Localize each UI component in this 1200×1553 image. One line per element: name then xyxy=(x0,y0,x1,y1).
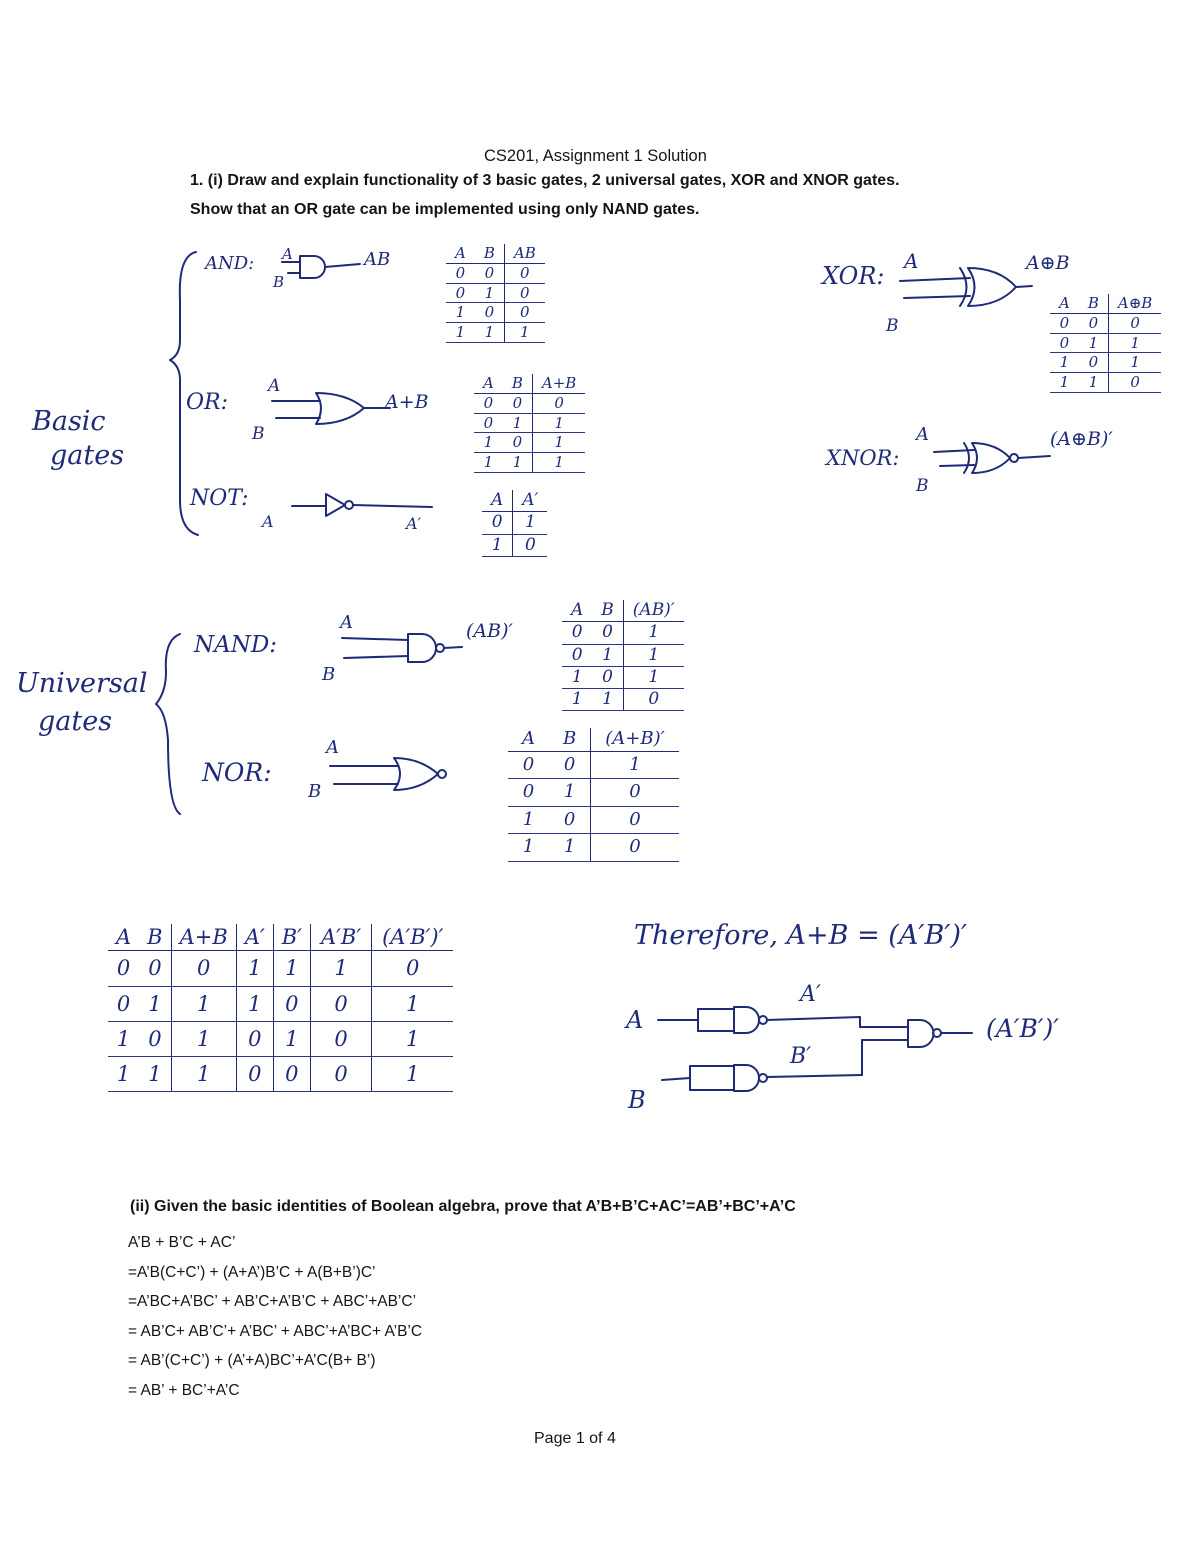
cell: 0 xyxy=(503,393,533,413)
cell: 0 xyxy=(446,263,475,283)
proof-header-or: A+B xyxy=(171,924,236,951)
cell: 1 xyxy=(474,433,503,453)
question-1-line-1: 1. (i) Draw and explain functionality of 3 basic gates, 2 universal gates, XOR and XNOR gates. xyxy=(190,172,900,189)
table-row xyxy=(562,622,684,644)
and-header-a: A xyxy=(446,244,475,263)
cell: 0 xyxy=(591,779,679,807)
cell: 0 xyxy=(591,806,679,834)
table-row xyxy=(1050,333,1161,353)
nor-header-a: A xyxy=(508,728,549,751)
cell: 1 xyxy=(139,986,171,1021)
cell: 0 xyxy=(171,951,236,986)
cell: 1 xyxy=(508,806,549,834)
cell: 1 xyxy=(372,1057,454,1092)
table-row xyxy=(474,393,585,413)
not-gate-name: NOT: xyxy=(190,486,249,511)
cell: 1 xyxy=(475,323,505,343)
cell: 1 xyxy=(236,951,273,986)
nand-header-out: (AB)′ xyxy=(623,600,683,622)
or-header-b: B xyxy=(503,374,533,393)
cell: 0 xyxy=(475,263,505,283)
nand-header-a: A xyxy=(562,600,592,622)
basic-gates-label-1: Basic xyxy=(32,406,106,437)
xor-truth-table xyxy=(1050,294,1161,393)
nand-truth-table xyxy=(562,600,684,711)
circuit-input-a: A xyxy=(626,1006,644,1034)
cell: 1 xyxy=(474,453,503,473)
proof-steps xyxy=(128,1228,422,1405)
or-header-out: A+B xyxy=(532,374,585,393)
circuit-mid-a: A′ xyxy=(800,982,821,1007)
xor-header-a: A xyxy=(1050,294,1079,313)
cell: 1 xyxy=(1108,333,1161,353)
cell: 1 xyxy=(592,689,623,711)
cell: 1 xyxy=(1050,353,1079,373)
nand-input-b: B xyxy=(322,664,336,685)
cell: 1 xyxy=(549,834,591,862)
cell: 1 xyxy=(446,303,475,323)
table-row xyxy=(508,751,679,779)
table-row xyxy=(562,689,684,711)
cell: 1 xyxy=(446,323,475,343)
cell: 0 xyxy=(549,751,591,779)
cell: 0 xyxy=(446,283,475,303)
nor-header-b: B xyxy=(549,728,591,751)
not-input-a: A xyxy=(262,512,274,531)
or-gate-symbol xyxy=(316,393,364,424)
cell: 1 xyxy=(1108,353,1161,373)
xor-header-out: A⊕B xyxy=(1108,294,1161,313)
nand-output: (AB)′ xyxy=(466,620,513,642)
cell: 1 xyxy=(591,751,679,779)
and-output: AB xyxy=(364,249,391,270)
xnor-gate-symbol xyxy=(972,443,1010,473)
cell: 0 xyxy=(474,393,503,413)
proof-header-and-not: A′B′ xyxy=(310,924,371,951)
proof-step: =A’B(C+C’) + (A+A’)B’C + A(B+B’)C’ xyxy=(128,1263,376,1281)
cell: 0 xyxy=(236,1021,273,1056)
nor-input-b: B xyxy=(308,781,322,802)
or-input-a: A xyxy=(268,376,281,396)
xor-gate-name: XOR: xyxy=(822,262,885,290)
page-number: Page 1 of 4 xyxy=(534,1430,616,1447)
nor-gate-symbol xyxy=(394,758,438,790)
cell: 1 xyxy=(1079,333,1109,353)
cell: 1 xyxy=(562,666,592,688)
cell: 0 xyxy=(504,303,544,323)
cell: 0 xyxy=(513,534,548,556)
and-header-b: B xyxy=(475,244,505,263)
cell: 0 xyxy=(482,512,513,534)
cell: 0 xyxy=(592,666,623,688)
question-1-line-2: Show that an OR gate can be implemented using only NAND gates. xyxy=(190,201,700,218)
not-header-out: A′ xyxy=(513,490,548,512)
cell: 0 xyxy=(475,303,505,323)
cell: 0 xyxy=(623,689,683,711)
nand-header-b: B xyxy=(592,600,623,622)
nand-final-gate-symbol xyxy=(908,1020,934,1047)
cell: 1 xyxy=(139,1057,171,1092)
or-output: A+B xyxy=(385,391,429,413)
cell: 1 xyxy=(623,666,683,688)
cell: 0 xyxy=(562,644,592,666)
proof-step: =A’BC+A’BC’ + AB’C+A’B’C + ABC’+AB’C’ xyxy=(128,1293,417,1310)
cell: 1 xyxy=(532,453,585,473)
proof-header-nand-not: (A′B′)′ xyxy=(372,924,454,951)
nor-truth-table xyxy=(508,728,679,862)
xnor-input-a: A xyxy=(916,424,929,445)
cell: 0 xyxy=(139,951,171,986)
cell: 1 xyxy=(532,413,585,433)
cell: 1 xyxy=(592,644,623,666)
cell: 0 xyxy=(108,986,139,1021)
table-row xyxy=(446,323,545,343)
cell: 1 xyxy=(549,779,591,807)
not-output: A′ xyxy=(406,514,422,533)
cell: 0 xyxy=(372,951,454,986)
cell: 0 xyxy=(532,393,585,413)
cell: 0 xyxy=(592,622,623,644)
cell: 1 xyxy=(108,1057,139,1092)
nor-input-a: A xyxy=(326,737,339,758)
table-row xyxy=(1050,313,1161,333)
cell: 1 xyxy=(503,453,533,473)
xnor-output: (A⊕B)′ xyxy=(1050,428,1113,450)
cell: 0 xyxy=(273,1057,310,1092)
nand-gate-name: NAND: xyxy=(194,632,278,658)
proof-header-b: B xyxy=(139,924,171,951)
nor-header-out: (A+B)′ xyxy=(591,728,679,751)
proof-step: = AB’C+ AB’C’+ A’BC’ + ABC’+A’BC+ A’B’C xyxy=(128,1322,423,1340)
cell: 1 xyxy=(513,512,548,534)
question-2-heading: (ii) Given the basic identities of Boolean algebra, prove that A’B+B’C+AC’=AB’+BC’+A’C xyxy=(130,1198,796,1215)
cell: 0 xyxy=(1079,353,1109,373)
table-row xyxy=(108,951,453,986)
therefore-statement: Therefore, A+B = (A′B′)′ xyxy=(634,920,968,951)
cell: 1 xyxy=(1050,373,1079,393)
not-truth-table xyxy=(482,490,547,557)
nand-a-gate-symbol xyxy=(734,1007,759,1033)
table-row xyxy=(446,283,545,303)
table-row xyxy=(108,986,453,1021)
not-gate-symbol xyxy=(326,494,345,516)
cell: 0 xyxy=(236,1057,273,1092)
proof-header-not-a: A′ xyxy=(236,924,273,951)
cell: 1 xyxy=(503,413,533,433)
cell: 0 xyxy=(562,622,592,644)
page-title: CS201, Assignment 1 Solution xyxy=(484,147,707,165)
proof-header-not-b: B′ xyxy=(273,924,310,951)
nand-input-a: A xyxy=(340,612,353,633)
table-row xyxy=(474,433,585,453)
cell: 1 xyxy=(532,433,585,453)
table-row xyxy=(508,834,679,862)
cell: 0 xyxy=(108,951,139,986)
not-header-a: A xyxy=(482,490,513,512)
table-row xyxy=(482,534,547,556)
table-row xyxy=(446,263,545,283)
table-row xyxy=(474,453,585,473)
cell: 1 xyxy=(623,622,683,644)
cell: 1 xyxy=(108,1021,139,1056)
table-row xyxy=(562,644,684,666)
table-row xyxy=(446,303,545,323)
cell: 1 xyxy=(273,951,310,986)
xor-input-a: A xyxy=(904,249,919,273)
and-input-a: A xyxy=(282,245,293,263)
cell: 0 xyxy=(1079,313,1109,333)
table-row xyxy=(482,512,547,534)
or-from-nand-truth-table xyxy=(108,924,453,1092)
and-input-b: B xyxy=(273,273,285,291)
cell: 0 xyxy=(508,779,549,807)
cell: 0 xyxy=(504,263,544,283)
table-row xyxy=(1050,373,1161,393)
cell: 0 xyxy=(504,283,544,303)
cell: 1 xyxy=(171,986,236,1021)
cell: 0 xyxy=(1050,313,1079,333)
cell: 0 xyxy=(139,1021,171,1056)
xor-header-b: B xyxy=(1079,294,1109,313)
table-row xyxy=(562,666,684,688)
cell: 1 xyxy=(504,323,544,343)
cell: 1 xyxy=(372,1021,454,1056)
xor-output: A⊕B xyxy=(1026,252,1070,274)
nand-gate-symbol xyxy=(408,634,436,662)
xor-input-b: B xyxy=(886,316,899,336)
circuit-mid-b: B′ xyxy=(790,1044,812,1069)
universal-gates-brace xyxy=(156,634,180,814)
cell: 0 xyxy=(310,986,371,1021)
proof-step: = AB’(C+C’) + (A’+A)BC’+A’C(B+ B’) xyxy=(128,1352,376,1369)
and-gate-name: AND: xyxy=(205,253,255,274)
and-gate-symbol xyxy=(300,256,325,278)
proof-step: = AB’ + BC’+A’C xyxy=(128,1381,240,1399)
xnor-input-b: B xyxy=(916,476,929,496)
proof-header-a: A xyxy=(108,924,139,951)
xnor-gate-name: XNOR: xyxy=(826,446,900,470)
cell: 1 xyxy=(372,986,454,1021)
nor-gate-name: NOR: xyxy=(202,758,272,787)
cell: 1 xyxy=(1079,373,1109,393)
table-row xyxy=(108,1021,453,1056)
cell: 1 xyxy=(562,689,592,711)
nand-b-gate-symbol xyxy=(734,1065,759,1091)
table-row xyxy=(1050,353,1161,373)
table-row xyxy=(474,413,585,433)
table-row xyxy=(108,1057,453,1092)
or-gate-name: OR: xyxy=(186,390,229,415)
circuit-output: (A′B′)′ xyxy=(986,1014,1059,1043)
cell: 0 xyxy=(1108,313,1161,333)
universal-gates-label-2: gates xyxy=(38,706,113,737)
cell: 1 xyxy=(475,283,505,303)
cell: 0 xyxy=(273,986,310,1021)
cell: 1 xyxy=(171,1057,236,1092)
cell: 1 xyxy=(236,986,273,1021)
or-input-b: B xyxy=(252,424,265,444)
cell: 0 xyxy=(310,1021,371,1056)
or-truth-table xyxy=(474,374,585,473)
cell: 1 xyxy=(508,834,549,862)
cell: 0 xyxy=(310,1057,371,1092)
cell: 0 xyxy=(1108,373,1161,393)
universal-gates-label-1: Universal xyxy=(16,668,148,699)
cell: 1 xyxy=(482,534,513,556)
cell: 1 xyxy=(171,1021,236,1056)
basic-gates-label-2: gates xyxy=(50,440,125,471)
cell: 0 xyxy=(503,433,533,453)
table-row xyxy=(508,779,679,807)
cell: 1 xyxy=(273,1021,310,1056)
cell: 0 xyxy=(549,806,591,834)
cell: 0 xyxy=(508,751,549,779)
cell: 0 xyxy=(591,834,679,862)
circuit-input-b: B xyxy=(628,1086,646,1114)
and-header-out: AB xyxy=(504,244,544,263)
cell: 1 xyxy=(623,644,683,666)
cell: 0 xyxy=(1050,333,1079,353)
cell: 0 xyxy=(474,413,503,433)
table-row xyxy=(508,806,679,834)
and-truth-table xyxy=(446,244,545,343)
or-header-a: A xyxy=(474,374,503,393)
xor-gate-symbol xyxy=(968,268,1016,306)
cell: 1 xyxy=(310,951,371,986)
proof-step: A’B + B’C + AC’ xyxy=(128,1234,236,1251)
